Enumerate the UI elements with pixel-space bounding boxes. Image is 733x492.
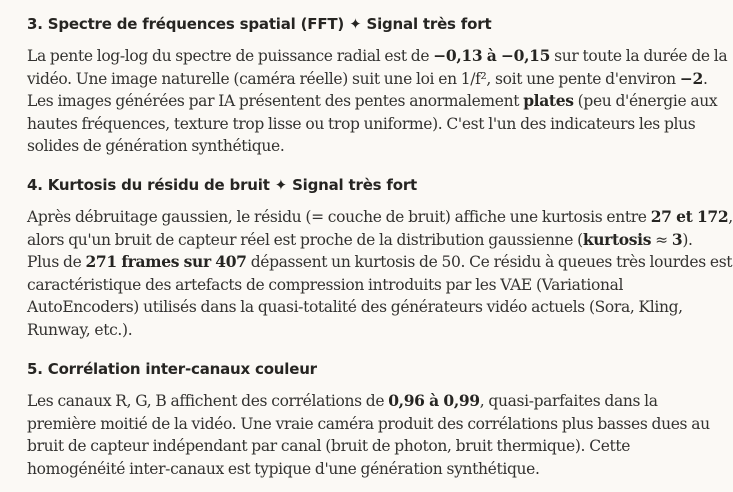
emphasis-text: kurtosis [582, 229, 652, 249]
paragraph-line [27, 458, 679, 481]
text-run: Les canaux R, G, B affichent des corrélations de [27, 392, 389, 410]
paragraph-line [27, 113, 696, 136]
text-run: première moitié de la vidéo. Une vraie caméra produit des corrélations plus basses dues au [27, 414, 710, 433]
paragraph-line [27, 435, 679, 458]
text-run: homogénéité inter-canaux est typique d'une génération synthétique. [27, 459, 540, 478]
paragraph-line [27, 296, 683, 319]
emphasis-text: 0,96 à 0,99 [388, 391, 480, 410]
text-run: Runway, etc.). [27, 320, 133, 339]
section-noise-kurtosis [27, 175, 733, 341]
text-run: AutoEncoders) utilisés dans la quasi-totalité des générateurs vidéo actuels (Sora, Kling, [27, 298, 683, 316]
text-run: solides de génération synthétique. [27, 137, 285, 155]
section-heading: 5. Corrélation inter-canaux couleur [27, 360, 317, 378]
text-run: . [702, 69, 708, 88]
section-paragraph [27, 45, 728, 158]
text-run: vidéo. Une image naturelle (caméra réelle) suit une loi en 1/f², soit une pente d'environ [27, 69, 680, 88]
paragraph-line [27, 229, 693, 252]
emphasis-text: −0,13 à −0,15 [433, 46, 551, 65]
section-heading: 3. Spectre de fréquences spatial (FFT) ✦ Signal très fort [27, 15, 492, 33]
emphasis-text: 271 frames sur 407 [85, 252, 247, 271]
paragraph-line [27, 90, 718, 113]
paragraph-line [27, 135, 679, 158]
section-heading: 4. Kurtosis du résidu de bruit ✦ Signal très fort [27, 176, 418, 194]
text-run: , quasi-parfaites dans la [479, 392, 658, 410]
emphasis-text: plates [523, 91, 574, 110]
text-run: Les images générées par IA présentent des pentes anormalement [27, 92, 524, 110]
section-paragraph [27, 206, 733, 341]
emphasis-text: 3 [671, 229, 683, 249]
text-run: caractéristique des artefacts de compression introduits par les VAE (Variational [27, 275, 624, 294]
paragraph-line [27, 206, 733, 229]
text-run: hautes fréquences, texture trop lisse ou trop uniforme). C'est l'un des indicateurs les plus [27, 114, 696, 133]
text-run: Après débruitage gaussien, le résidu (= couche de bruit) affiche une kurtosis entre [27, 208, 651, 226]
paragraph-line [27, 413, 710, 436]
paragraph-line [27, 68, 708, 91]
text-run: sur toute la durée de la [550, 47, 728, 65]
paragraph-line [27, 274, 679, 297]
emphasis-text: 27 et 172 [650, 207, 729, 226]
paragraph-line [27, 45, 728, 68]
text-run: , [728, 208, 733, 226]
text-run: bruit de capteur indépendant par canal (bruit de photon, bruit thermique). Cette [27, 437, 631, 455]
text-run: dépassent un kurtosis de 50. Ce résidu à queues très lourdes est [246, 253, 733, 271]
text-run: La pente log-log du spectre de puissance radial est de [27, 47, 434, 65]
paragraph-line [27, 319, 679, 342]
paragraph-line [27, 390, 679, 413]
text-run: ). [682, 230, 693, 249]
text-run: alors qu'un bruit de capteur réel est proche de la distribution gaussienne ( [27, 230, 583, 249]
emphasis-text: −2 [679, 68, 703, 88]
section-paragraph [27, 390, 710, 480]
section-color-correlation [27, 359, 710, 480]
text-run: ≈ [651, 230, 672, 249]
text-run: (peu d'énergie aux [573, 92, 718, 110]
paragraph-line [27, 251, 733, 274]
section-fft-spectrum [27, 14, 728, 158]
text-run: Plus de [27, 253, 86, 271]
